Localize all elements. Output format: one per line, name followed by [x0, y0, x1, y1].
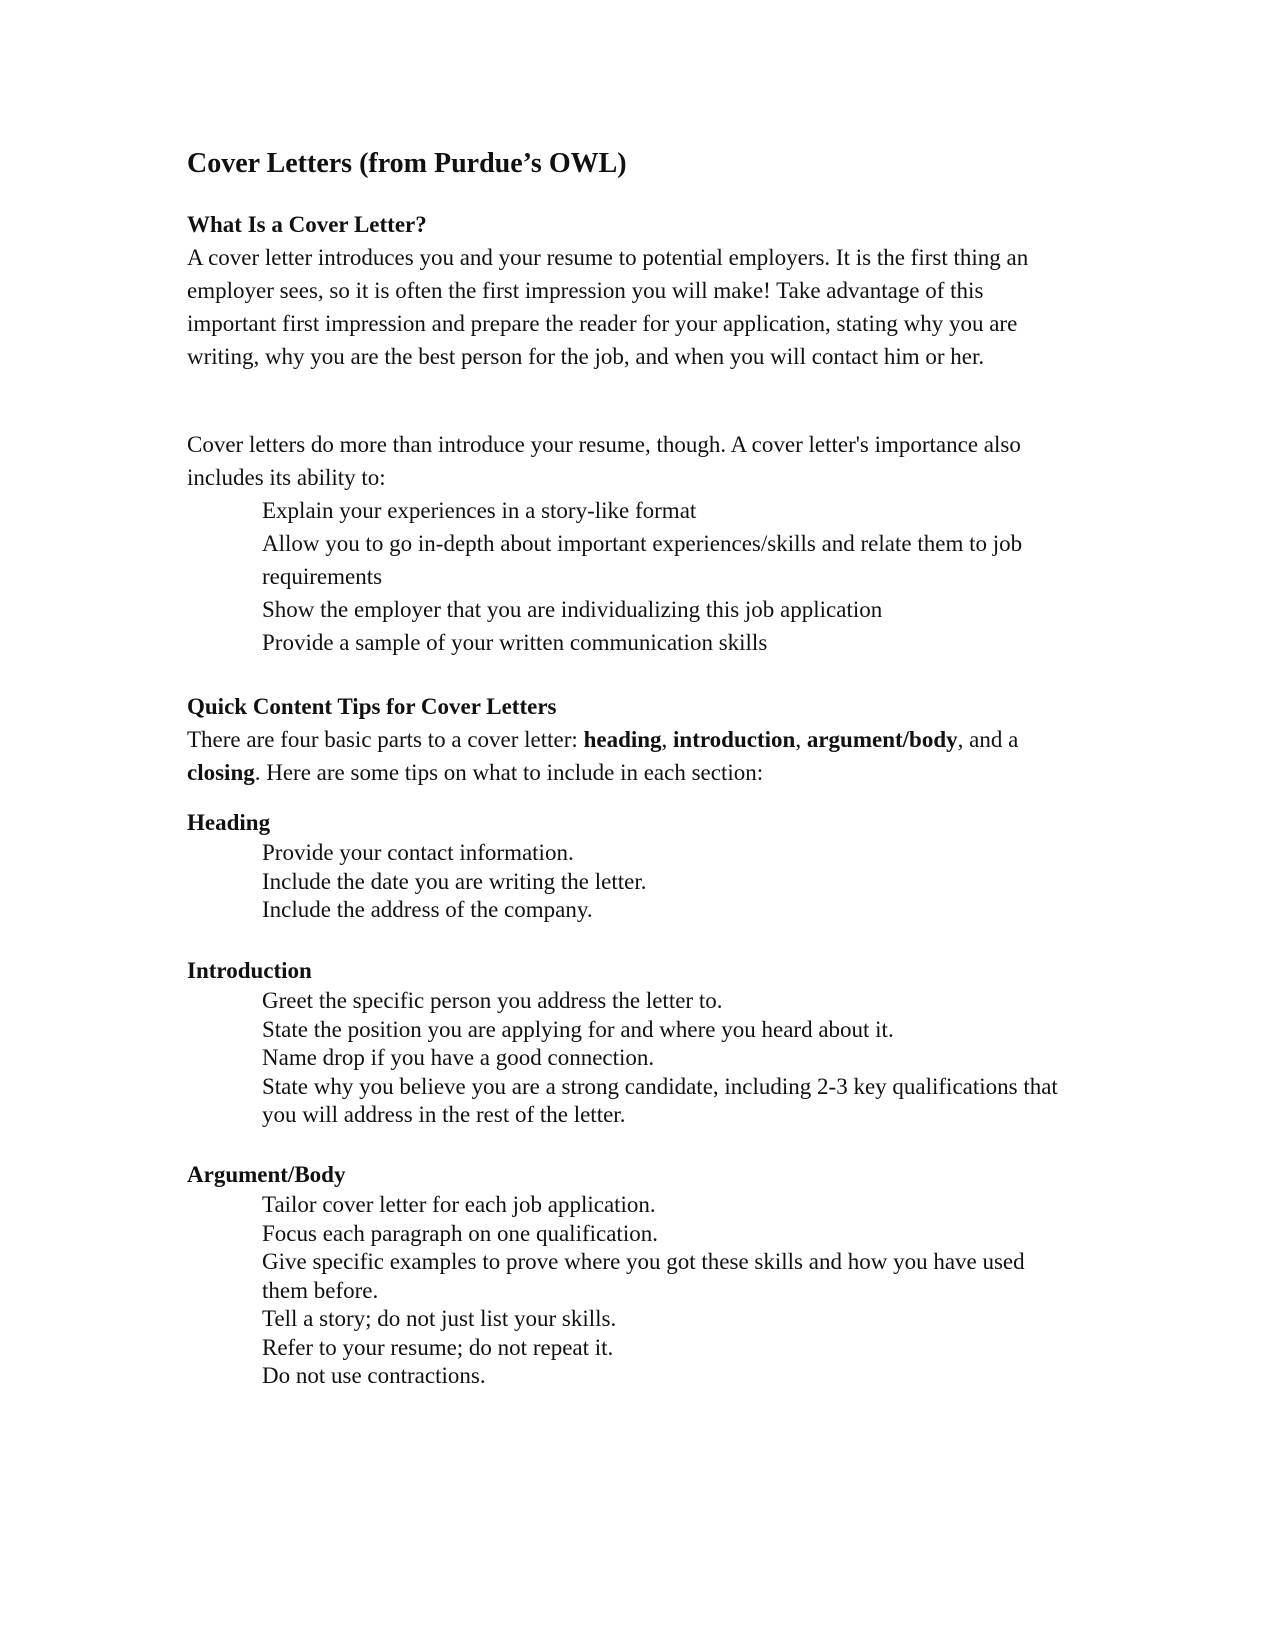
heading-list	[187, 839, 1087, 925]
tips-paragraph	[187, 723, 1057, 789]
what-is-section	[187, 208, 1087, 373]
tips-intro-b: . Here are some tips on what to include in each section:	[254, 760, 764, 785]
list-item: Explain your experiences in a story-like format	[262, 498, 697, 523]
list-item: Name drop if you have a good connection.	[262, 1045, 655, 1070]
list-item: Do not use contractions.	[262, 1363, 486, 1388]
list-item: Refer to your resume; do not repeat it.	[262, 1334, 614, 1360]
body-list	[187, 1191, 1052, 1391]
list-item: State why you believe you are a strong candidate, including 2-3 key qualifications that you will address in the rest of the letter.	[262, 1073, 1058, 1127]
list-item: Provide a sample of your written communication skills	[262, 630, 768, 655]
tips-section	[187, 690, 1087, 789]
list-item: Tailor cover letter for each job application.	[262, 1192, 656, 1217]
body-section-title: Argument/Body	[187, 1162, 346, 1187]
heading-section	[187, 806, 1087, 925]
part-argument-body-term: argument/body	[806, 727, 958, 752]
tips-intro-a: There are four basic parts to a cover letter:	[187, 727, 584, 752]
list-item: Give specific examples to prove where you got these skills and how you have used them before.	[262, 1249, 1025, 1303]
tips-sep-3: , and a	[957, 727, 1019, 752]
introduction-section	[187, 954, 1087, 1130]
what-is-heading: What Is a Cover Letter?	[187, 212, 427, 237]
list-item: Provide your contact information.	[262, 840, 574, 865]
page-title: Cover Letters (from Purdue’s OWL)	[187, 148, 627, 179]
importance-section	[187, 428, 1087, 659]
body-section	[187, 1158, 1087, 1391]
heading-section-title: Heading	[187, 810, 271, 835]
list-item: Include the address of the company.	[262, 897, 593, 922]
part-introduction-term: introduction	[673, 727, 796, 752]
part-heading-term: heading	[583, 727, 662, 752]
list-item: Allow you to go in-depth about important experiences/skills and relate them to job requirements	[262, 531, 1023, 589]
importance-list	[187, 494, 1052, 659]
list-item: Focus each paragraph on one qualification.	[262, 1220, 658, 1246]
tips-heading: Quick Content Tips for Cover Letters	[187, 694, 557, 719]
what-is-paragraph-2: Cover letters do more than introduce your resume, though. A cover letter's importance also includes its ability to:	[187, 432, 1021, 490]
list-item: State the position you are applying for and where you heard about it.	[262, 1016, 894, 1042]
introduction-section-title: Introduction	[187, 958, 312, 983]
introduction-list	[187, 987, 1077, 1130]
list-item: Include the date you are writing the letter.	[262, 868, 647, 894]
part-closing-term: closing	[187, 760, 255, 785]
list-item: Show the employer that you are individualizing this job application	[262, 597, 883, 622]
tips-sep-1: ,	[661, 727, 674, 752]
tips-sep-2: ,	[795, 727, 807, 752]
list-item: Tell a story; do not just list your skills.	[262, 1306, 617, 1331]
what-is-paragraph-1: A cover letter introduces you and your resume to potential employers. It is the first thing an employer sees, so it is often the first impression you will make! Take advantage of this important first impression and prepare the reader for your application, stating why you are writing, why you are the best person for the job, and when you will contact him or her.	[187, 245, 1029, 369]
list-item: Greet the specific person you address the letter to.	[262, 988, 723, 1013]
